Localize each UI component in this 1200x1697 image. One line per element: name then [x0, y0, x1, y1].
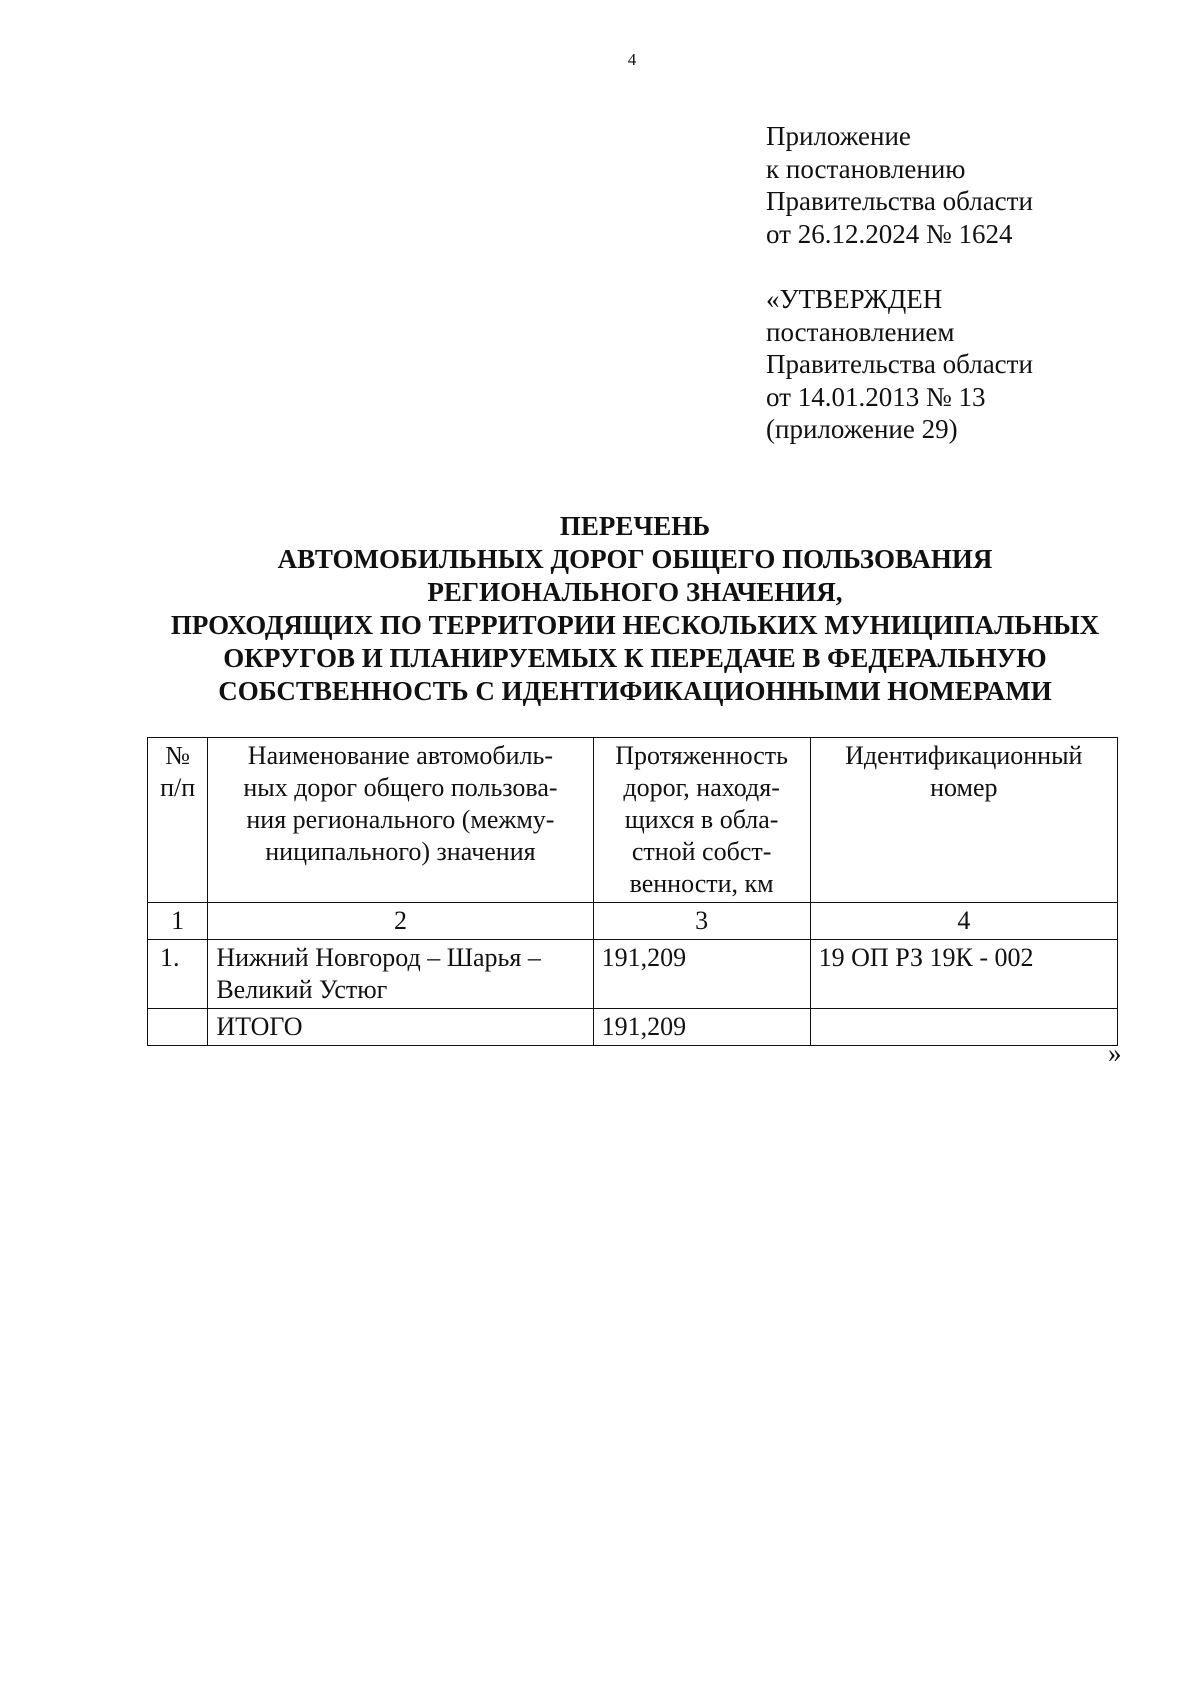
approval-line: Правительства области: [766, 349, 1033, 379]
appendix-header: [766, 120, 1033, 250]
approval-line: от 14.01.2013 № 13: [766, 381, 986, 412]
document-title: [120, 510, 1150, 708]
header-text: номер: [930, 773, 998, 802]
title-line: ПЕРЕЧЕНЬ: [559, 511, 711, 541]
title-line: СОБСТВЕННОСТЬ С ИДЕНТИФИКАЦИОННЫМИ НОМЕРАМИ: [218, 676, 1052, 706]
approval-line: «УТВЕРЖДЕН: [766, 284, 943, 314]
total-row: [148, 1009, 1118, 1046]
appendix-line: от 26.12.2024 № 1624: [766, 218, 1013, 249]
appendix-line: к постановлению: [766, 153, 966, 184]
column-number-cell: 4: [810, 903, 1117, 940]
total-identifier-cell: [810, 1009, 1117, 1046]
header-text: дорог, находя-: [623, 773, 780, 802]
table-row: [148, 940, 1118, 1009]
header-text: стной собст-: [631, 837, 772, 866]
total-number-cell: [148, 1009, 208, 1046]
road-name-cell: Нижний Новгород – Шарья – Великий Устюг: [208, 940, 593, 1009]
appendix-line: Правительства области: [766, 186, 1033, 216]
road-length-cell: 191,209: [593, 940, 810, 1009]
title-line: АВТОМОБИЛЬНЫХ ДОРОГ ОБЩЕГО ПОЛЬЗОВАНИЯ: [277, 544, 993, 574]
title-line: ОКРУГОВ И ПЛАНИРУЕМЫХ К ПЕРЕДАЧЕ В ФЕДЕРАЛЬНУЮ: [223, 643, 1047, 673]
header-cell-identifier: [810, 738, 1117, 903]
column-number-cell: 2: [208, 903, 593, 940]
header-text: Наименование автомобиль-: [247, 741, 554, 770]
header-text: п/п: [160, 773, 196, 802]
header-text: Идентификационный: [845, 741, 1083, 770]
title-line: РЕГИОНАЛЬНОГО ЗНАЧЕНИЯ,: [427, 577, 843, 607]
title-line: ПРОХОДЯЩИХ ПО ТЕРРИТОРИИ НЕСКОЛЬКИХ МУНИЦИПАЛЬНЫХ: [170, 610, 1100, 640]
road-identifier-cell: 19 ОП РЗ 19К - 002: [810, 940, 1117, 1009]
header-text: венности, км: [629, 869, 774, 898]
column-number-cell: 1: [148, 903, 208, 940]
table-header-row: [148, 738, 1118, 903]
header-cell-road-name: [208, 738, 593, 903]
approval-line: постановлением: [766, 316, 955, 347]
header-text: ния регионального (межму-: [246, 805, 555, 834]
closing-quote: »: [1108, 1038, 1122, 1068]
header-text: №: [165, 741, 191, 770]
header-cell-length: [593, 738, 810, 903]
approval-stamp-text: [766, 283, 1033, 446]
page-number: 4: [627, 50, 637, 69]
appendix-line: Приложение: [766, 121, 911, 151]
total-label-cell: ИТОГО: [208, 1009, 593, 1046]
row-number-cell: 1.: [148, 940, 208, 1009]
total-length-cell: 191,209: [593, 1009, 810, 1046]
header-text: Протяженность: [615, 741, 789, 770]
header-text: щихся в обла-: [624, 805, 779, 834]
column-number-cell: 3: [593, 903, 810, 940]
roads-table: [147, 737, 1118, 1046]
header-text: ных дорог общего пользова-: [243, 773, 558, 802]
header-text: ниципального) значения: [265, 837, 536, 866]
column-number-row: [148, 903, 1118, 940]
header-cell-number: [148, 738, 208, 903]
approval-line: (приложение 29): [766, 414, 958, 444]
